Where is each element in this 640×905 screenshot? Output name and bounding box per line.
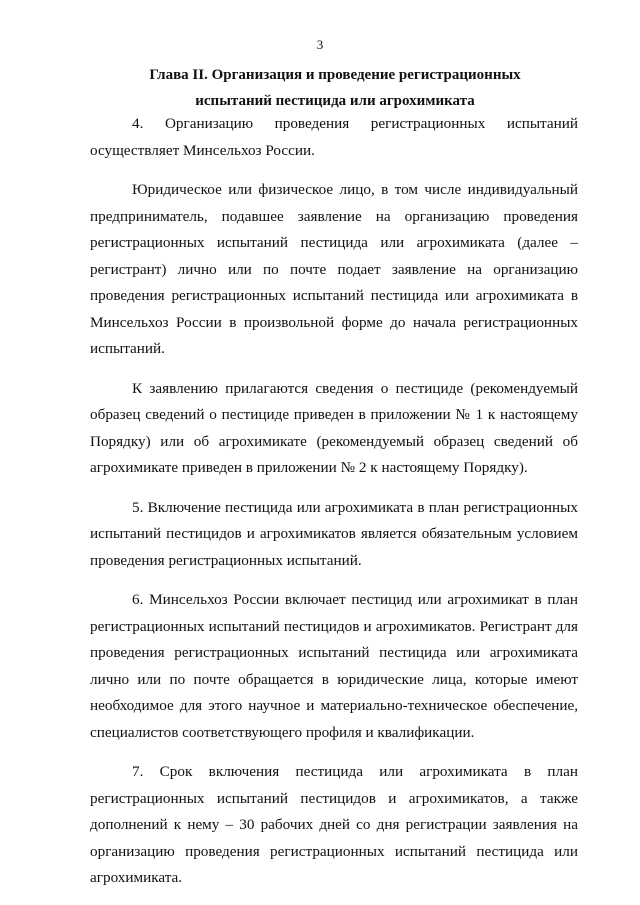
document-body: [90, 111, 578, 905]
paragraph-clause-4: 4. Организацию проведения регистрационных испытаний осуществляет Минсельхоз России.: [90, 115, 578, 159]
page-number: 3: [316, 37, 324, 52]
paragraph-applicant: Юридическое или физическое лицо, в том числе индивидуальный предприниматель, подавшее заявление на организацию проведения регистрационных испытаний пестицида или агрохимиката (далее – регистрант) лично или по почте подает заявление на организацию проведения регистрационных испытаний пестицида или агрохимиката в Минсельхоз России в произвольной форме до начала регистрационных испытаний.: [90, 181, 578, 357]
chapter-heading: [90, 62, 580, 114]
paragraph-clause-5: 5. Включение пестицида или агрохимиката в план регистрационных испытаний пестицидов и агрохимикатов является обязательным условием проведения регистрационных испытаний.: [90, 498, 578, 569]
chapter-heading-line-1: Глава II. Организация и проведение регистрационных: [149, 67, 521, 83]
chapter-heading-line-2: испытаний пестицида или агрохимиката: [195, 93, 475, 109]
paragraph-clause-6: 6. Минсельхоз России включает пестицид или агрохимикат в план регистрационных испытаний пестицидов и агрохимикатов. Регистрант для проведения регистрационных испытаний пестицида или агрохимиката лично или по почте обращается в юридические лица, которые имеют необходимое для этого научное и материально-техническое обеспечение, специалистов соответствующего профиля и квалификации.: [90, 591, 578, 741]
paragraph-clause-7: 7. Срок включения пестицида или агрохимиката в план регистрационных испытаний пестицидов и агрохимикатов, а также дополнений к нему – 30 рабочих дней со дня регистрации заявления на организацию проведения регистрационных испытаний пестицида или агрохимиката.: [90, 763, 578, 886]
paragraph-attachments: К заявлению прилагаются сведения о пестициде (рекомендуемый образец сведений о пестициде приведен в приложении № 1 к настоящему Порядку) или об агрохимикате (рекомендуемый образец сведений об агрохимикате приведен в приложении № 2 к настоящему Порядку).: [90, 379, 578, 476]
